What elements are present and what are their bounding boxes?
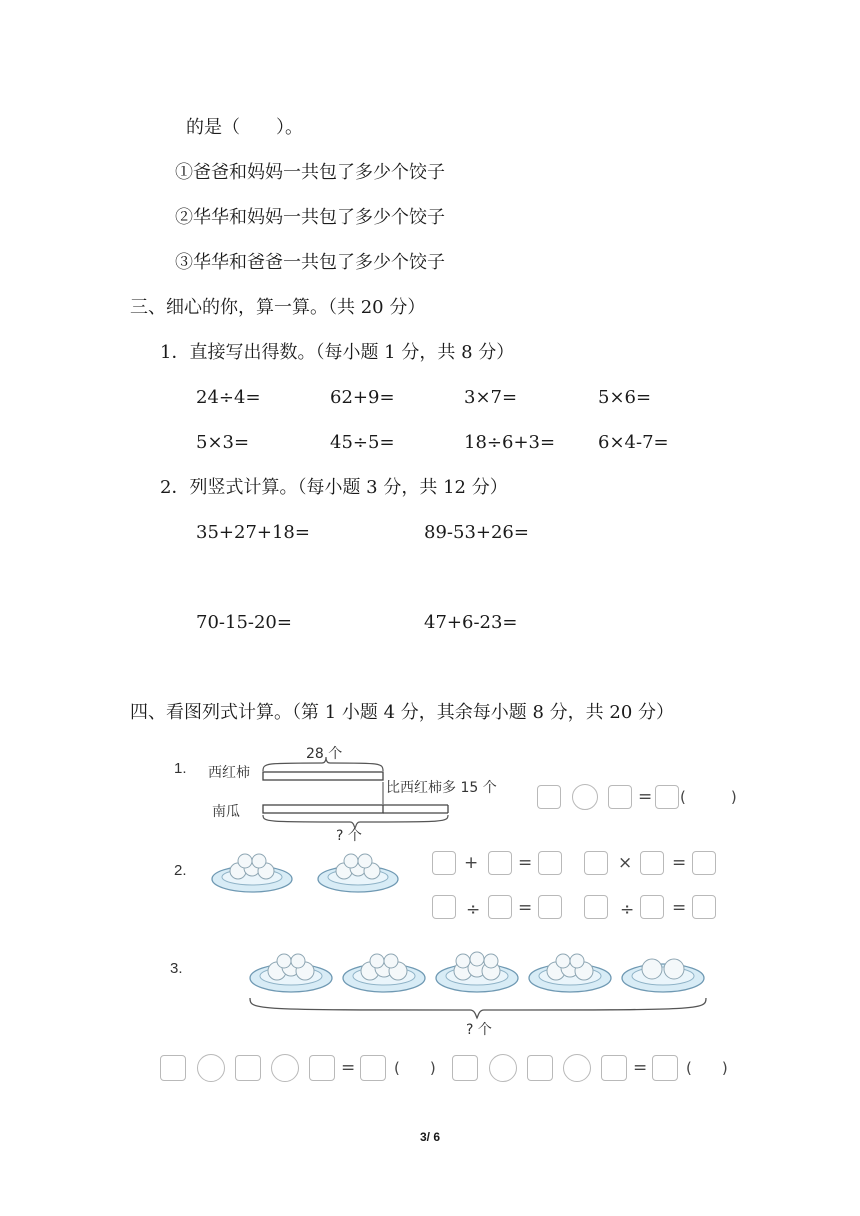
unit-paren: ( ) [394, 1059, 436, 1077]
page-number: 3/ 6 [419, 1130, 440, 1144]
divide-sign: ÷ [620, 900, 635, 920]
operator-circle[interactable] [271, 1054, 299, 1082]
times-sign: × [618, 853, 633, 873]
plate-a [250, 954, 332, 992]
total-question-label: ? 个 [336, 828, 362, 844]
oral-calc-item: 24÷4= [196, 387, 261, 408]
operator-circle[interactable] [197, 1054, 225, 1082]
oral-calc-item: 6×4-7= [598, 432, 669, 453]
more-than-label: 比西红柿多 15 个 [386, 780, 497, 796]
operator-circle[interactable] [563, 1054, 591, 1082]
plate-c [436, 952, 518, 992]
pumpkin-label: 南瓜 [212, 804, 240, 820]
answer-box[interactable] [235, 1055, 261, 1081]
problem-1-number: 1. [174, 760, 187, 777]
q1-title: 1．直接写出得数。（每小题 1 分，共 8 分） [160, 342, 515, 363]
answer-box[interactable] [527, 1055, 553, 1081]
oral-calc-item: 62+9= [330, 387, 395, 408]
operator-circle[interactable] [489, 1054, 517, 1082]
tomato-label: 西红柿 [208, 765, 250, 781]
unit-paren: ( ) [680, 788, 737, 806]
problem-3-number: 3. [170, 960, 183, 977]
equals-sign: = [518, 853, 533, 873]
section-4-title: 四、看图列式计算。（第 1 小题 4 分，其余每小题 8 分，共 20 分） [130, 702, 675, 723]
oral-calc-item: 5×6= [598, 387, 652, 408]
equals-sign: = [672, 898, 687, 918]
option-2: ②华华和妈妈一共包了多少个饺子 [175, 207, 445, 228]
plate-b [343, 954, 425, 992]
option-1: ①爸爸和妈妈一共包了多少个饺子 [175, 162, 445, 183]
plate-e [622, 959, 704, 992]
oral-calc-item: 45÷5= [330, 432, 395, 453]
vertical-calc-item: 89-53+26= [424, 522, 529, 543]
equals-sign: = [341, 1058, 356, 1078]
answer-box[interactable] [360, 1055, 386, 1081]
answer-box[interactable] [652, 1055, 678, 1081]
equals-sign: = [672, 853, 687, 873]
plus-sign: + [464, 853, 479, 873]
plate-d [529, 954, 611, 992]
q2-title: 2．列竖式计算。（每小题 3 分，共 12 分） [160, 477, 508, 498]
answer-box[interactable] [452, 1055, 478, 1081]
divide-sign: ÷ [466, 900, 481, 920]
problem-2-number: 2. [174, 862, 187, 879]
answer-box[interactable] [160, 1055, 186, 1081]
total-question-label: ? 个 [466, 1022, 492, 1038]
answer-box[interactable] [309, 1055, 335, 1081]
question-stem-end: 的是（ ）。 [186, 117, 303, 138]
answer-box[interactable] [601, 1055, 627, 1081]
unit-paren: ( ) [686, 1059, 728, 1077]
top-count-label: 28 个 [306, 746, 343, 762]
equals-sign: = [518, 898, 533, 918]
oral-calc-item: 5×3= [196, 432, 250, 453]
vertical-calc-item: 47+6-23= [424, 612, 518, 633]
equals-sign: = [633, 1058, 648, 1078]
equals-sign: = [638, 787, 653, 807]
oral-calc-item: 3×7= [464, 387, 518, 408]
oral-calc-item: 18÷6+3= [464, 432, 556, 453]
section-3-title: 三、细心的你，算一算。（共 20 分） [130, 297, 426, 318]
vertical-calc-item: 70-15-20= [196, 612, 292, 633]
option-3: ③华华和爸爸一共包了多少个饺子 [175, 252, 445, 273]
vertical-calc-item: 35+27+18= [196, 522, 310, 543]
